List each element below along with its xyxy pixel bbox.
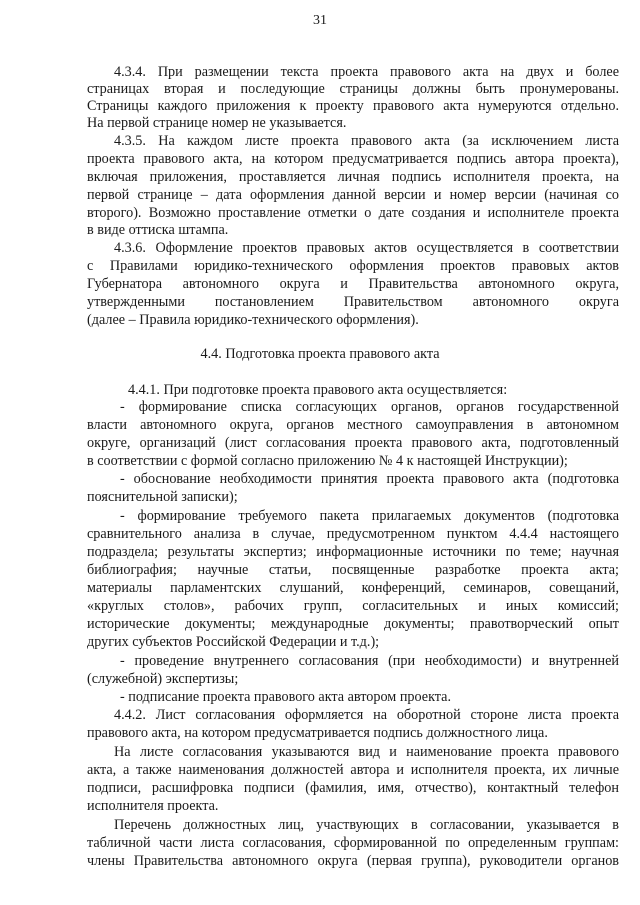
page-number: 31 (313, 13, 327, 28)
text-line: 4.4.2. Лист согласования оформляется на оборотной стороне листа проекта (114, 707, 619, 723)
text-line: проекта правового акта, на котором предусматривается подпись автора проекта), (87, 151, 619, 167)
text-line: страницах вторая и последующие страницы должны быть пронумерованы. (87, 81, 619, 97)
text-line: других субъектов Российской Федерации и т.д.); (87, 634, 380, 650)
text-line: материалы парламентских слушаний, конференций, семинаров, совещаний, (87, 580, 619, 596)
text-line: библиография; научные статьи, посвященные разработке проекта акта; (87, 562, 619, 578)
text-line: Губернатора автономного округа и Правительства автономного округа, (87, 276, 619, 292)
text-line: табличной части листа согласования, сформированной по определенным группам: (87, 835, 619, 851)
text-line: второго). Возможно проставление отметки о дате создания и исполнителе проекта (87, 205, 619, 221)
text-line: 4.4.1. При подготовке проекта правового акта осуществляется: (128, 382, 508, 398)
text-line: - формирование списка согласующих органов, органов государственной (120, 399, 619, 415)
text-line: включая приложения, проставляется личная подпись исполнителя проекта, на (87, 169, 619, 185)
text-line: подраздела; результаты экспертиз; информационные источники по теме; научная (87, 544, 619, 560)
text-line: - проведение внутреннего согласования (при необходимости) и внутренней (120, 653, 619, 669)
text-line: утвержденными постановлением Правительством автономного округа (87, 294, 619, 310)
text-line: власти автономного округа, органов местного самоуправления в автономном (87, 417, 619, 433)
text-line: - обоснование необходимости принятия проекта правового акта (подготовка (120, 471, 619, 487)
text-line: акта, а также наименования должностей автора и исполнителя проекта, их личные (87, 762, 619, 778)
text-line: члены Правительства автономного округа (первая группа), руководители органов (87, 853, 619, 869)
text-line: исполнителя проекта. (87, 798, 219, 814)
text-line: Перечень должностных лиц, участвующих в согласовании, указывается в (114, 817, 619, 833)
text-line: - подписание проекта правового акта автором проекта. (120, 689, 451, 705)
text-line: первой странице – дата оформления данной версии и номер версии (начиная со (87, 187, 619, 203)
text-line: Страницы каждого приложения к проекту правового акта нумеруются отдельно. (87, 98, 619, 114)
text-line: На листе согласования указываются вид и наименование проекта правового (114, 744, 619, 760)
text-line: округе, организаций (лист согласования проекта правового акта, подготовленный (87, 435, 619, 451)
text-line: На первой странице номер не указывается. (87, 115, 347, 131)
text-line: подписи, расшифровка подписи (фамилия, имя, отчество), контактный телефон (87, 780, 619, 796)
text-line: с Правилами юридико-технического оформления проектов правовых актов (87, 258, 619, 274)
text-line: пояснительной записки); (87, 489, 238, 505)
text-line: - формирование требуемого пакета прилагаемых документов (подготовка (120, 508, 619, 524)
text-line: 4.3.4. При размещении текста проекта правового акта на двух и более (114, 64, 619, 80)
section-heading: 4.4. Подготовка проекта правового акта (200, 346, 440, 362)
text-line: в соответствии с формой согласно приложению № 4 к настоящей Инструкции); (87, 453, 568, 469)
text-line: исторические документы; международные документы; правотворческий опыт (87, 616, 619, 632)
text-line: (далее – Правила юридико-технического оформления). (87, 312, 419, 328)
text-line: 4.3.5. На каждом листе проекта правового акта (за исключением листа (114, 133, 619, 149)
text-line: 4.3.6. Оформление проектов правовых актов осуществляется в соответствии (114, 240, 619, 256)
text-line: в виде оттиска штампа. (87, 222, 229, 238)
text-line: (служебной) экспертизы; (87, 671, 239, 687)
text-line: правового акта, на котором предусматривается подпись должностного лица. (87, 725, 548, 741)
text-line: сравнительного анализа в случае, предусмотренном пунктом 4.4.4 настоящего (87, 526, 619, 542)
text-line: «круглых столов», рабочих групп, согласительных и иных комиссий; (87, 598, 619, 614)
